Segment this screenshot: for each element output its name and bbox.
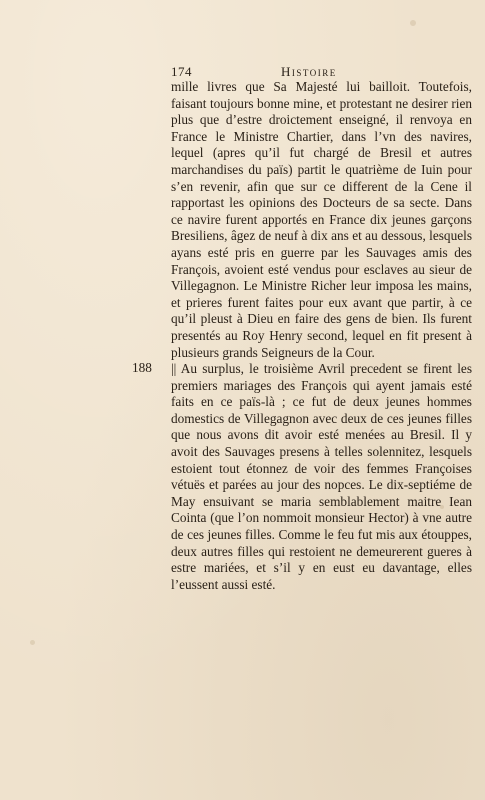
paper-stain bbox=[410, 20, 416, 26]
body-text bbox=[171, 79, 472, 593]
page-number: 174 bbox=[171, 64, 192, 79]
margin-note: 188 bbox=[132, 360, 152, 375]
page-header bbox=[171, 64, 470, 80]
paragraph-text: || Au surplus, le troisième Avril precedent se firent les premiers mariages des François qui ayent jamais esté faits en ce païs-là ; ce fut de deux jeunes hommes domestics de Villegagnon avec deux de ces jeunes filles que nous avons dit avoir esté menées au Bresil. Il y avoit des Sauvages presens à telles solennitez, lesquels estoient tout étonnez de voir des femmes Françoises vétuës et parées au jour des nopces. Le dix-septiéme de May ensuivant se maria semblablement maitre Iean Cointa (que l’on nommoit monsieur Hector) à vne autre de ces jeunes filles. Comme le feu fut mis aux étouppes, deux autres filles qui restoient ne demeurerent gueres à estre mariées, et s’il y en eust eu davantage, elles l’eussent aussi esté. bbox=[171, 361, 472, 592]
paragraph-text: mille livres que Sa Majesté lui bailloit. Toutefois, faisant toujours bonne mine, et protestant ne desirer rien plus que d’estre droictement enseigné, il renvoya en France le Ministre Chartier, dans l’vn des navires, lequel (apres qu’il fut chargé de Bresil et autres marchandises du païs) partit le quatrième de Iuin pour s’en revenir, afin que sur ce different de la Cene il rapportast les opinions des Docteurs de sa secte. Dans ce navire furent apportés en France dix jeunes garçons Bresiliens, âgez de neuf à dix ans et au dessous, lesquels ayans esté pris en guerre par les Sauvages amis des François, avoient esté vendus pour esclaves au sieur de Villegagnon. Le Ministre Richer leur imposa les mains, et prieres furent faites pour eux avant que partir, à ce qu’il pleust à Dieu en faire des gens de bien. Ils furent presentés au Roy Henry second, lequel en fit present à plusieurs grands Seigneurs de la Cour. bbox=[171, 79, 472, 360]
paragraph bbox=[171, 361, 472, 593]
running-head: Histoire bbox=[281, 64, 337, 79]
paper-stain bbox=[30, 640, 35, 645]
paragraph bbox=[171, 79, 472, 361]
